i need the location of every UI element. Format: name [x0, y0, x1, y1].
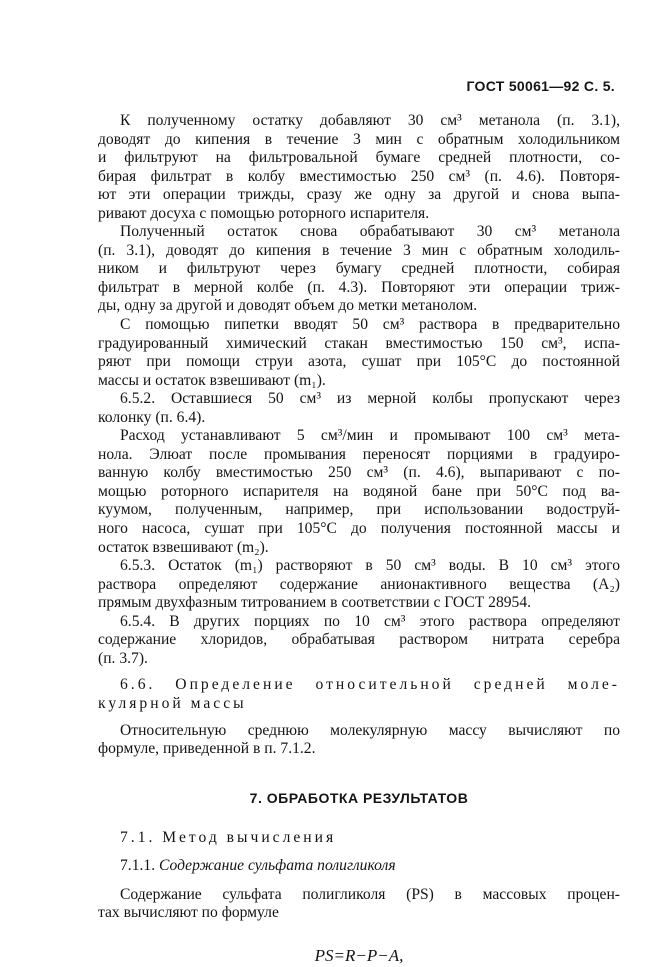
- section-7-title: 7. ОБРАБОТКА РЕЗУЛЬТАТОВ: [249, 789, 469, 806]
- text-line: Относительную среднюю молекулярную массу вычисляют по: [120, 721, 620, 739]
- text-line: ником и фильтруют через бумагу средней плотности, собирая: [98, 260, 620, 278]
- spacer: [98, 714, 620, 722]
- text-line: К полученному остатку добавляют 30 см³ метанола (п. 3.1),: [120, 112, 620, 129]
- text-line: градуированный химический стакан вместимостью 150 см³, испа-: [98, 334, 620, 352]
- text-line: 6.5.4. В других порциях по 10 см³ этого раствора определяют: [120, 612, 620, 630]
- paragraph-6-5-3: [98, 557, 620, 613]
- subsection-7-1: 7.1. Метод вычисления: [120, 828, 337, 846]
- text-line: нола. Элюат после промывания переносят порциями в градуиро-: [98, 445, 620, 463]
- paragraph-ps-content: [98, 886, 620, 923]
- text-line: куумом, полученным, например, при использовании водоструй-: [98, 501, 620, 519]
- text-line: Содержание сульфата полигликоля (PS) в массовых процен-: [120, 885, 620, 903]
- text-line: (п. 3.7).: [98, 649, 148, 667]
- text-line: ного насоса, сушат при 105°С до получения постоянной массы и: [98, 520, 620, 538]
- paragraph-pipette: [98, 316, 620, 390]
- text-line: остаток взвешивают (m₂).: [98, 538, 269, 556]
- heading-line: 6.6. Определение относительной средней моле-: [120, 676, 620, 694]
- text-line: ванную колбу вместимостью 250 см³ (п. 4.6), выпаривают с по-: [98, 464, 620, 482]
- text-line: колонку (п. 6.4).: [98, 408, 206, 426]
- heading-line: кулярной массы: [98, 694, 247, 712]
- text-line: мощью роторного испарителя на водяной бане при 50°С под ва-: [98, 482, 620, 500]
- subsection-7-1-1: [98, 857, 620, 876]
- text-line: раствора определяют содержание анионактивного вещества (A₂): [98, 575, 620, 593]
- paragraph-molecular-mass: [98, 722, 620, 759]
- text-line: 6.5.3. Остаток (m₁) растворяют в 50 см³ воды. В 10 см³ этого: [120, 557, 620, 575]
- formula-ps: PS=R−P−A,: [314, 945, 404, 965]
- text-line: бирая фильтрат в колбу вместимостью 250 см³ (п. 4.6). Повторя-: [98, 167, 620, 185]
- text-line: и фильтруют на фильтровальной бумаге средней плотности, со-: [98, 149, 620, 167]
- document-body: [98, 112, 620, 967]
- text-line: фильтрат в мерной колбе (п. 4.3). Повторяют эти операции триж-: [98, 278, 620, 296]
- text-line: Расход устанавливают 5 см³/мин и промывают 100 см³ мета-: [120, 427, 620, 445]
- paragraph-flow-rate: [98, 427, 620, 557]
- text-line: Полученный остаток снова обрабатывают 30 см³ метанола: [120, 223, 620, 241]
- text-line: содержание хлоридов, обрабатывая раствором нитрата серебра: [98, 631, 620, 649]
- paragraph-residue-methanol: [98, 112, 620, 223]
- heading-6-6: [98, 676, 620, 713]
- text-line: ривают досуха с помощью роторного испарителя.: [98, 204, 430, 222]
- page-header: ГОСТ 50061—92 С. 5.: [466, 78, 615, 94]
- text-line: прямым двухфазным титрованием в соответствии с ГОСТ 28954.: [98, 594, 532, 612]
- text-line: 6.5.2. Оставшиеся 50 см³ из мерной колбы пропускают через: [120, 390, 620, 408]
- text-line: ряют при помощи струи азота, сушат при 105°С до постоянной: [98, 353, 620, 371]
- text-line: доводят до кипения в течение 3 мин с обратным холодильником: [98, 130, 620, 148]
- subsection-number: 7.1.1.: [120, 857, 159, 875]
- paragraph-second-treatment: [98, 223, 620, 316]
- text-line: ют эти операции трижды, сразу же одну за другой и снова выпа-: [98, 186, 620, 204]
- text-line: формуле, приведенной в п. 7.1.2.: [98, 740, 316, 758]
- subsection-title: Содержание сульфата полигликоля: [158, 857, 396, 875]
- text-line: тах вычисляют по формуле: [98, 904, 279, 922]
- text-line: (п. 3.1), доводят до кипения в течение 3 мин с обратным холодиль-: [98, 241, 620, 259]
- spacer: [98, 847, 620, 857]
- text-line: массы и остаток взвешивают (m₁).: [98, 371, 326, 389]
- paragraph-6-5-4: [98, 613, 620, 669]
- text-line: С помощью пипетки вводят 50 см³ раствора в предварительно: [120, 316, 620, 334]
- paragraph-6-5-2: [98, 390, 620, 427]
- text-line: ды, одну за другой и доводят объем до метки метанолом.: [98, 297, 478, 315]
- spacer: [98, 668, 620, 676]
- spacer: [98, 876, 620, 886]
